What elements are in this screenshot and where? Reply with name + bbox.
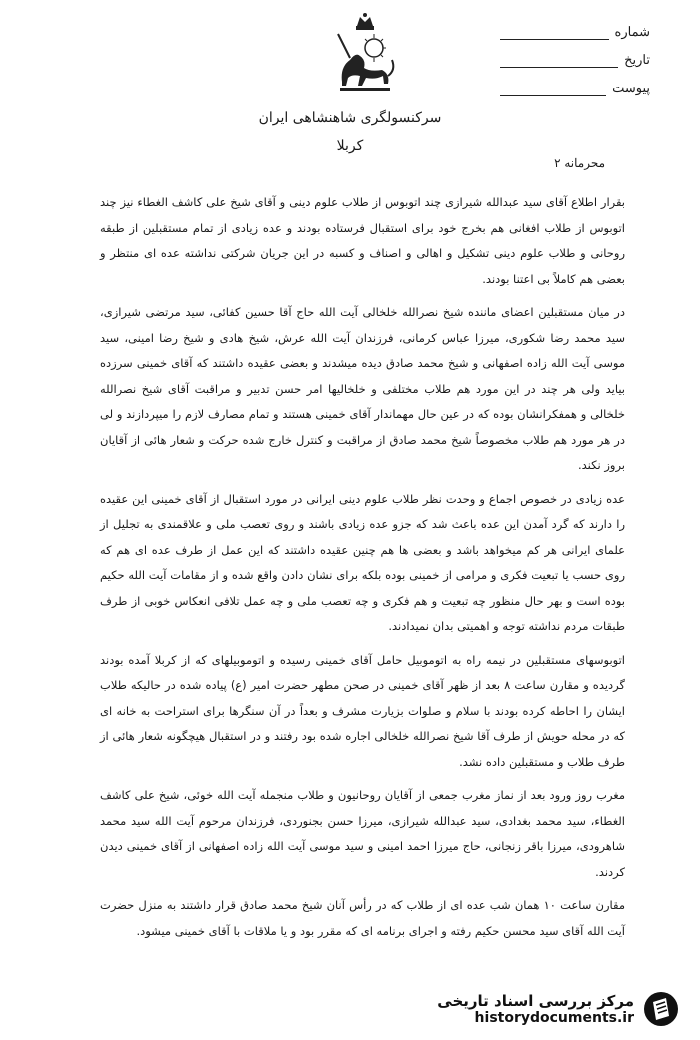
paragraph: در میان مستقبلین اعضای ماننده شیخ نصرالله خلخالی آیت الله حاج آقا حسین کفائی، سید مرتضی شیرازی، سید محمد رضا شکوری، میرزا عباس کرمانی، فرزندان آیت الله عرش، شیخ هادی و شیخ رضا امینی، سید موسی آیت الله زاده اصفهانی و شیخ محمد صادق دیده میشدند و بعضی عقیده داشتند که آقای خمینی سرزده بیاید ولی هر چند در این مورد هم طلاب مختلفی و خلخالیها امر حسن تدبیر و مراقبت آقای شیخ نصرالله خلخالی و همفکرانشان بوده که در عین حال مهماندار آقای خمینی هستند و تمام مصارف لازم را میپردازند و لی در هر مورد هم طلاب مخصوصاً شیخ محمد صادق از مراقبت و کنترل خارج شده حرکت و شعار هائی از آقایان بروز نکند. — [100, 305, 625, 472]
attachment-field — [500, 68, 650, 96]
number-line — [500, 23, 609, 40]
place-name: کربلا — [336, 138, 364, 154]
paragraph: عده زیادی در خصوص اجماع و وحدت نظر طلاب علوم دینی ایرانی در مورد استقبال از آقای خمینی این عقیده را دارند که گرد آمدن این عده باعث شد که جزو عده زیادی باشند و روی تعصب ملی و علاقمندی به تجلیل از علمای ایرانی هر کم میخواهد باشد و بعضی ها هم چنین عقیده داشتند که این عمل از طرف عده ای هم که روی حسب یا تبعیت فکری و مرامی از خمینی بوده بلکه برای نشان دادن واقع شده و از مقامات آیت الله حکیم بوده است و بهر حال منظور چه تبعیت و هم فکری و چه تعصب ملی و چه عمل تلافی انعکاس خوبی از طرف طبقات مردم نداشته توجه و اهمیتی بدان نمیدادند. — [100, 491, 625, 633]
date-label: تاریخ — [624, 53, 650, 68]
date-line — [500, 51, 618, 68]
date-field — [500, 40, 650, 68]
header-fields — [500, 12, 650, 96]
lion-and-sun-emblem — [330, 12, 400, 97]
watermark — [437, 990, 680, 1028]
organization-title: سرکنسولگری شاهنشاهی ایران — [258, 110, 442, 126]
paragraph: مغرب روز ورود بعد از نماز مغرب جمعی از آقایان روحانیون و طلاب منجمله آیت الله خوئی، شیخ علی کاشف الغطاء، سید محمد بغدادی، سید عبدالله شیرازی، میرزا حسن بجنوردی، فرزندان مرحوم آیت الله سید محمد شاهرودی، میرزا باقر زنجانی، حاج میرزا احمد امینی و سید موسی آیت الله زاده اصفهانی از آقای خمینی دیدن کردند. — [100, 788, 625, 879]
watermark-url: historydocuments.ir — [474, 1010, 634, 1026]
paragraph: بقرار اطلاع آقای سید عبدالله شیرازی چند اتوبوس از طلاب علوم دینی و آقای شیخ علی کاشف الغطاء نیز چند اتوبوس از طلاب افغانی هم بخرج خود برای استقبال فرستاده بودند و عده زیادی از تمام مستقبلین از طبقه روحانی و طلاب علوم دینی تشکیل و اهالی و اصناف و کسبه در این جریان شرکتی نداشته عده ای منتظر و بعضی هم کاملاً بی اعتنا بودند. — [100, 195, 625, 286]
documents-logo-icon — [642, 990, 680, 1028]
reference-number: محرمانه ۲ — [554, 156, 605, 170]
attachment-line — [500, 79, 606, 96]
letter-body — [100, 190, 625, 952]
watermark-text — [437, 992, 634, 1026]
number-label: شماره — [614, 25, 650, 40]
paragraph: اتوبوسهای مستقبلین در نیمه راه به اتوموبیل حامل آقای خمینی رسیده و اتوموبیلهای که از کربلا آمده بودند گردیده و مقارن ساعت ۸ بعد از ظهر آقای خمینی در صحن مطهر حضرت امیر (ع) پیاده شده در حالیکه طلاب ایشان را احاطه کرده بودند با سلام و صلوات بزیارت مشرف و بعداً در آن سنگرها برای استراحت به خانه ای که در محله حویش از طرف آقا شیخ نصرالله خلخالی اجاره شده بود رفتند و در استقبال هیچگونه شعار هائی از طرف طلاب و مستقبلین داده نشد. — [100, 652, 625, 769]
paragraph: مقارن ساعت ۱۰ همان شب عده ای از طلاب که در رأس آنان شیخ محمد صادق قرار داشتند به منزل حضرت آیت الله آقای سید محسن حکیم رفته و اجرای برنامه ای که مقرر بود و یا ملاقات با آقای خمینی میشود. — [100, 898, 625, 938]
watermark-persian: مرکز بررسی اسناد تاریخی — [437, 992, 634, 1010]
number-field — [500, 12, 650, 40]
attachment-label: پیوست — [612, 81, 650, 96]
